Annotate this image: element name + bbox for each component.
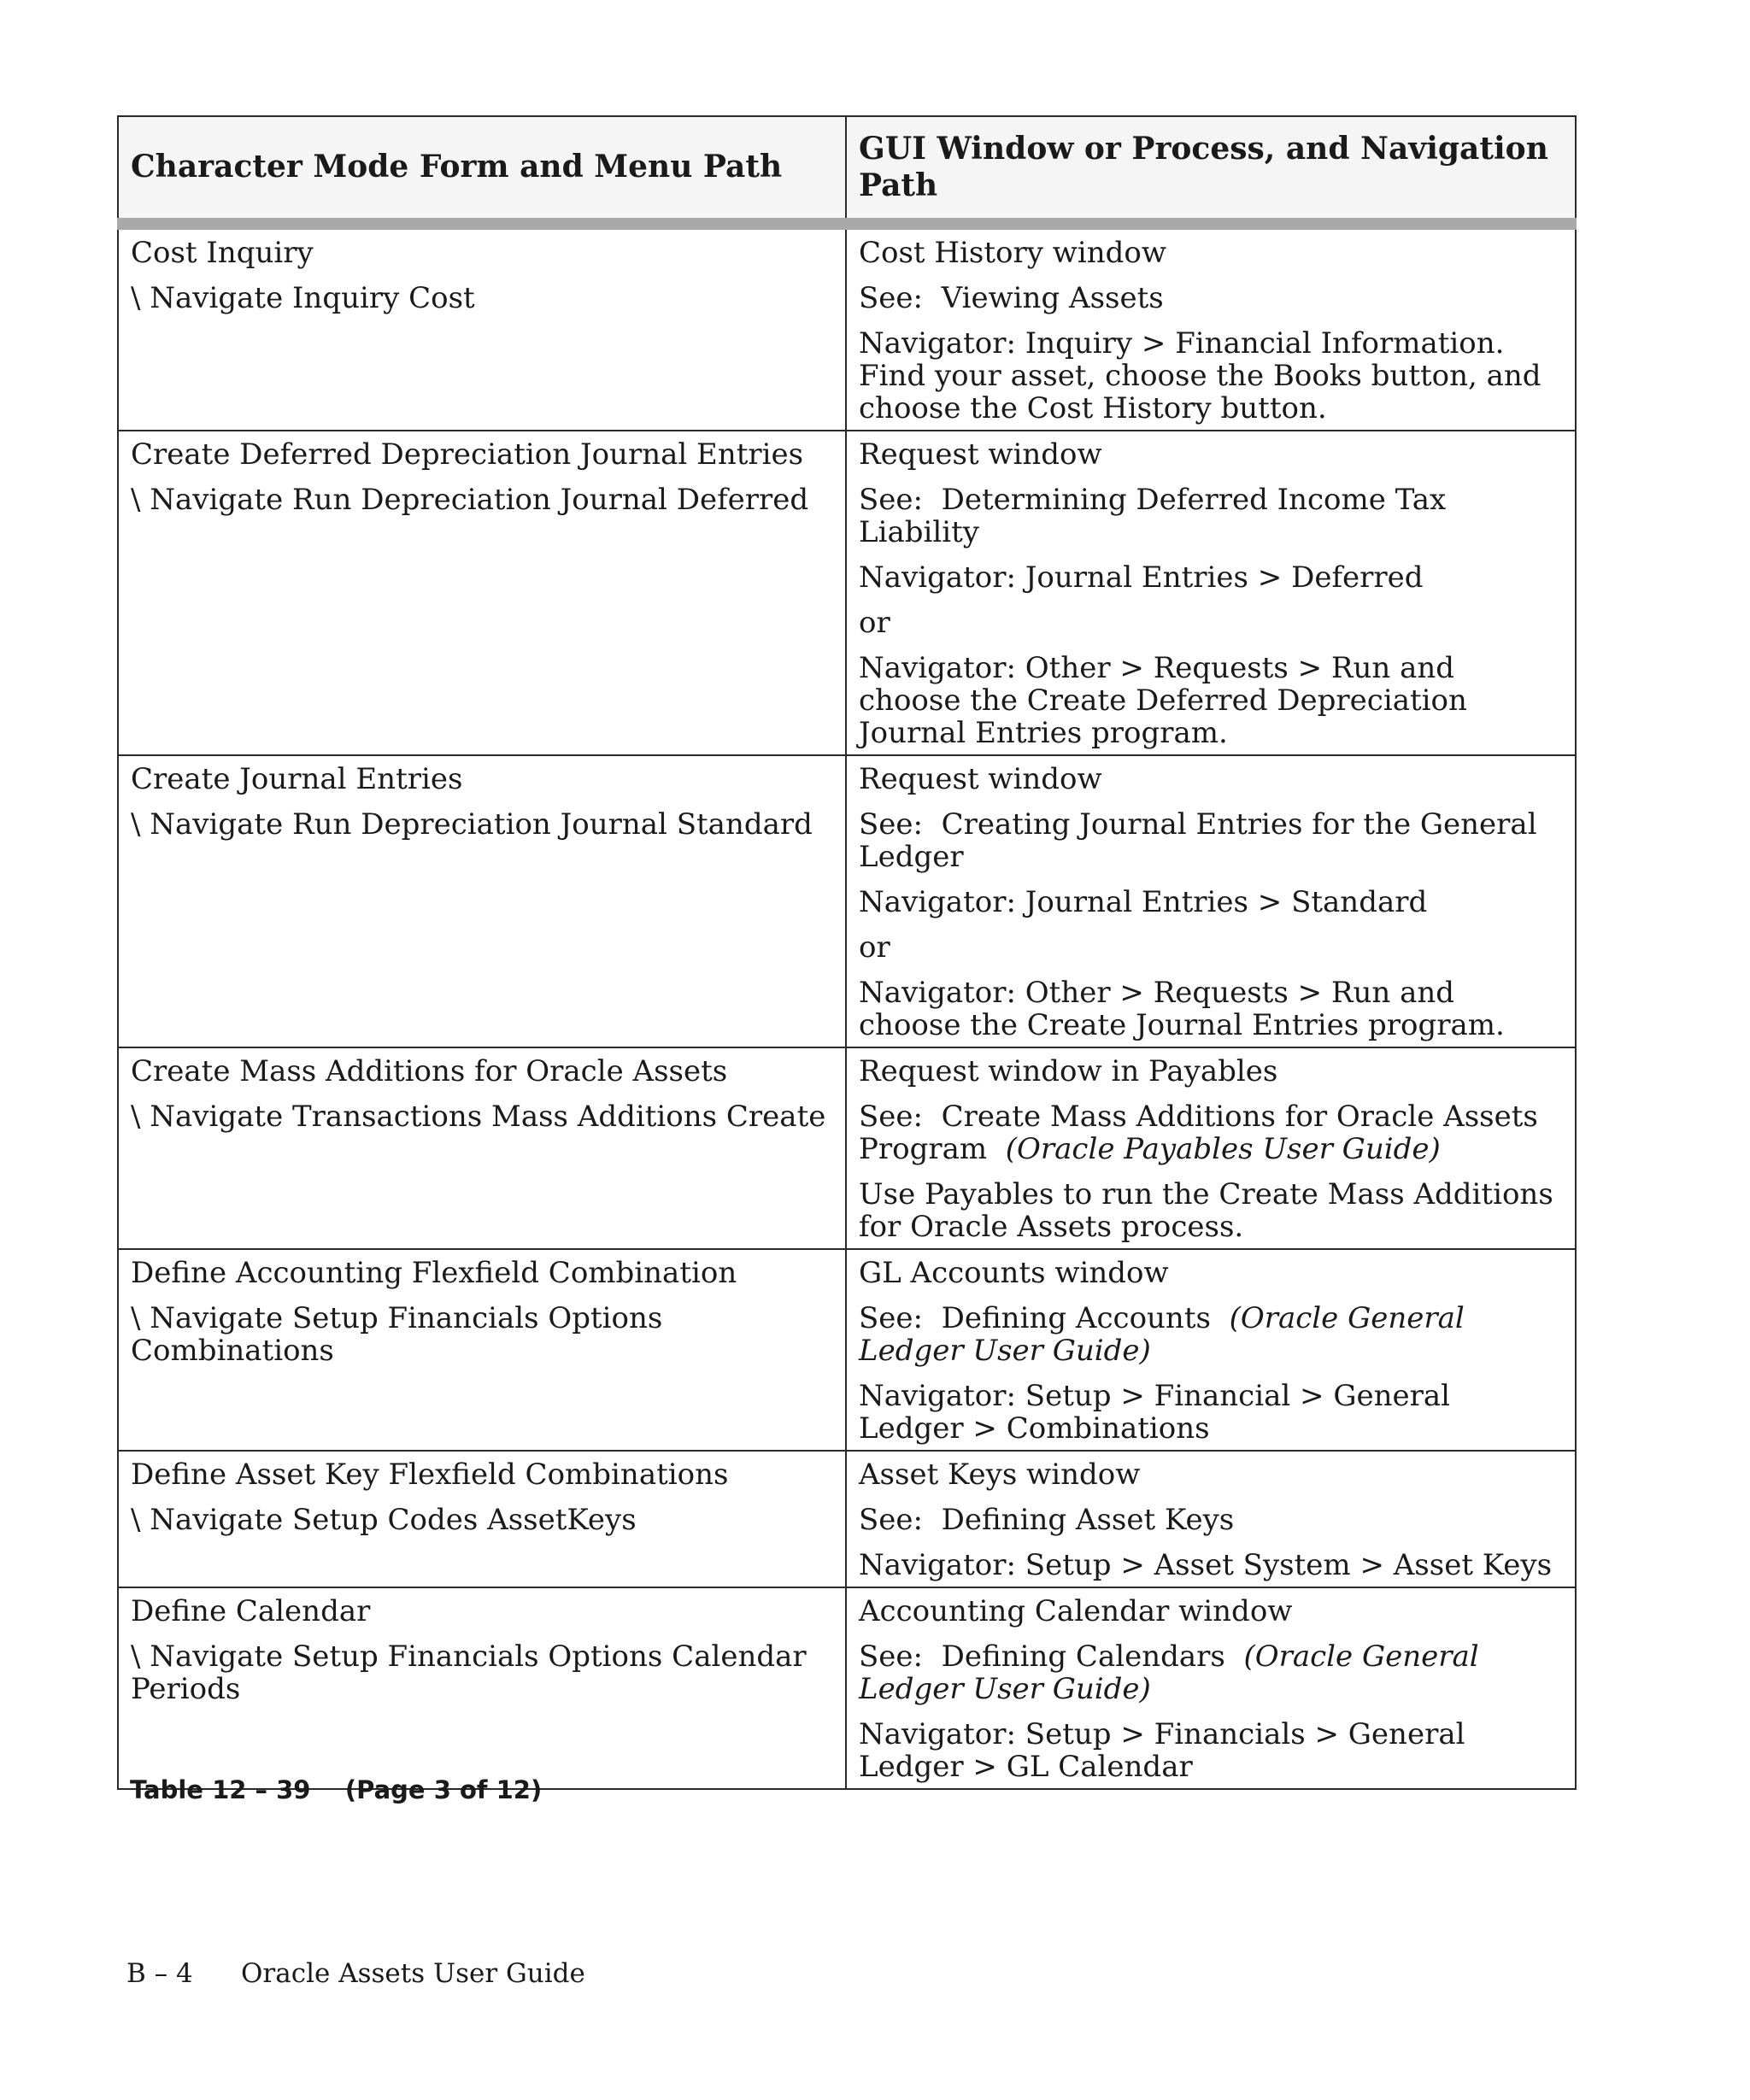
menu-path: \ Navigate Run Depreciation Journal Standard [131, 807, 813, 842]
see-reference [859, 1504, 1563, 1536]
character-mode-cell [118, 224, 846, 431]
see-label: See: [859, 281, 923, 315]
form-name: Define Accounting Flexfield Combination [131, 1256, 737, 1290]
form-name: Create Deferred Depreciation Journal Entries [131, 437, 804, 472]
gui-window-cell [846, 1451, 1576, 1587]
menu-path: \ Navigate Transactions Mass Additions Create [131, 1100, 826, 1134]
page-number: B – 4 [126, 1958, 193, 1989]
page-footer [126, 1958, 585, 1989]
navigator-path: Navigator: Setup > Financials > General Ledger > GL Calendar [859, 1717, 1465, 1784]
navigation-paths-table [117, 115, 1577, 1790]
table-row [118, 1587, 1576, 1789]
see-topic: Creating Journal Entries for the General Ledger [859, 807, 1537, 874]
window-name: Asset Keys window [859, 1458, 1141, 1492]
book-title: Oracle Assets User Guide [241, 1958, 585, 1989]
character-mode-cell [118, 755, 846, 1047]
window-name: Request window [859, 437, 1102, 472]
table-row [118, 1249, 1576, 1451]
gui-window-cell [846, 1047, 1576, 1249]
form-name: Create Mass Additions for Oracle Assets [131, 1054, 728, 1088]
see-topic: Create Mass Additions for Oracle Assets Program [859, 1100, 1538, 1166]
see-reference [859, 282, 1563, 314]
table-row [118, 1047, 1576, 1249]
table-caption [130, 1775, 542, 1804]
column-header-character-mode: Character Mode Form and Menu Path [118, 116, 846, 224]
window-name: Request window in Payables [859, 1054, 1278, 1088]
menu-path: \ Navigate Setup Financials Options Calendar Periods [131, 1640, 807, 1706]
window-name: Cost History window [859, 236, 1166, 270]
character-mode-cell [118, 1451, 846, 1587]
or-separator: or [859, 930, 890, 965]
table-row [118, 224, 1576, 431]
see-book-reference: (Oracle General Ledger User Guide) [859, 1301, 1465, 1368]
navigator-path: Navigator: Journal Entries > Deferred [859, 560, 1424, 595]
window-name: GL Accounts window [859, 1256, 1169, 1290]
menu-path: \ Navigate Inquiry Cost [131, 281, 475, 315]
gui-window-cell [846, 431, 1576, 755]
character-mode-cell [118, 1249, 846, 1451]
menu-path: \ Navigate Run Depreciation Journal Deferred [131, 483, 809, 517]
table-header-row [118, 116, 1576, 224]
form-name: Cost Inquiry [131, 236, 314, 270]
table-row [118, 1451, 1576, 1587]
gui-window-cell [846, 224, 1576, 431]
character-mode-cell [118, 1587, 846, 1789]
menu-path: \ Navigate Setup Financials Options Combinations [131, 1301, 663, 1368]
see-book-reference: (Oracle General Ledger User Guide) [859, 1640, 1479, 1706]
window-name: Accounting Calendar window [859, 1594, 1293, 1628]
see-label: See: [859, 1503, 923, 1537]
navigator-path-alt: Navigator: Other > Requests > Run and choose the Create Deferred Depreciation Journal Entries program. [859, 651, 1467, 750]
see-reference [859, 484, 1563, 548]
column-header-gui-window: GUI Window or Process, and Navigation Path [846, 116, 1576, 224]
gui-window-cell [846, 755, 1576, 1047]
see-label: See: [859, 807, 923, 842]
see-reference [859, 1302, 1563, 1367]
see-label: See: [859, 1100, 923, 1134]
see-topic: Defining Asset Keys [941, 1503, 1235, 1537]
see-topic: Defining Calendars [941, 1640, 1225, 1674]
usage-note: Use Payables to run the Create Mass Additions for Oracle Assets process. [859, 1177, 1553, 1244]
navigator-path: Navigator: Journal Entries > Standard [859, 885, 1428, 919]
navigator-path: Navigator: Setup > Asset System > Asset Keys [859, 1548, 1553, 1582]
see-topic: Viewing Assets [941, 281, 1164, 315]
form-name: Define Calendar [131, 1594, 371, 1628]
or-separator: or [859, 606, 890, 640]
table-label: Table 12 – 39 [130, 1775, 311, 1804]
see-topic: Determining Deferred Income Tax Liability [859, 483, 1447, 549]
see-label: See: [859, 1301, 923, 1335]
navigator-path: Navigator: Inquiry > Financial Information. Find your asset, choose the Books button, and choose the Cost History button. [859, 326, 1542, 425]
see-label: See: [859, 483, 923, 517]
navigator-path-alt: Navigator: Other > Requests > Run and choose the Create Journal Entries program. [859, 976, 1505, 1042]
gui-window-cell [846, 1587, 1576, 1789]
character-mode-cell [118, 431, 846, 755]
see-reference [859, 1640, 1563, 1705]
table-row [118, 755, 1576, 1047]
navigator-path: Navigator: Setup > Financial > General Ledger > Combinations [859, 1379, 1451, 1446]
menu-path: \ Navigate Setup Codes AssetKeys [131, 1503, 637, 1537]
see-book-reference: (Oracle Payables User Guide) [1005, 1132, 1441, 1166]
see-topic: Defining Accounts [941, 1301, 1211, 1335]
window-name: Request window [859, 762, 1102, 796]
gui-window-cell [846, 1249, 1576, 1451]
see-reference [859, 808, 1563, 873]
form-name: Create Journal Entries [131, 762, 463, 796]
see-label: See: [859, 1640, 923, 1674]
character-mode-cell [118, 1047, 846, 1249]
see-reference [859, 1100, 1563, 1165]
table-page-label: (Page 3 of 12) [344, 1775, 543, 1804]
table-row [118, 431, 1576, 755]
form-name: Define Asset Key Flexfield Combinations [131, 1458, 729, 1492]
